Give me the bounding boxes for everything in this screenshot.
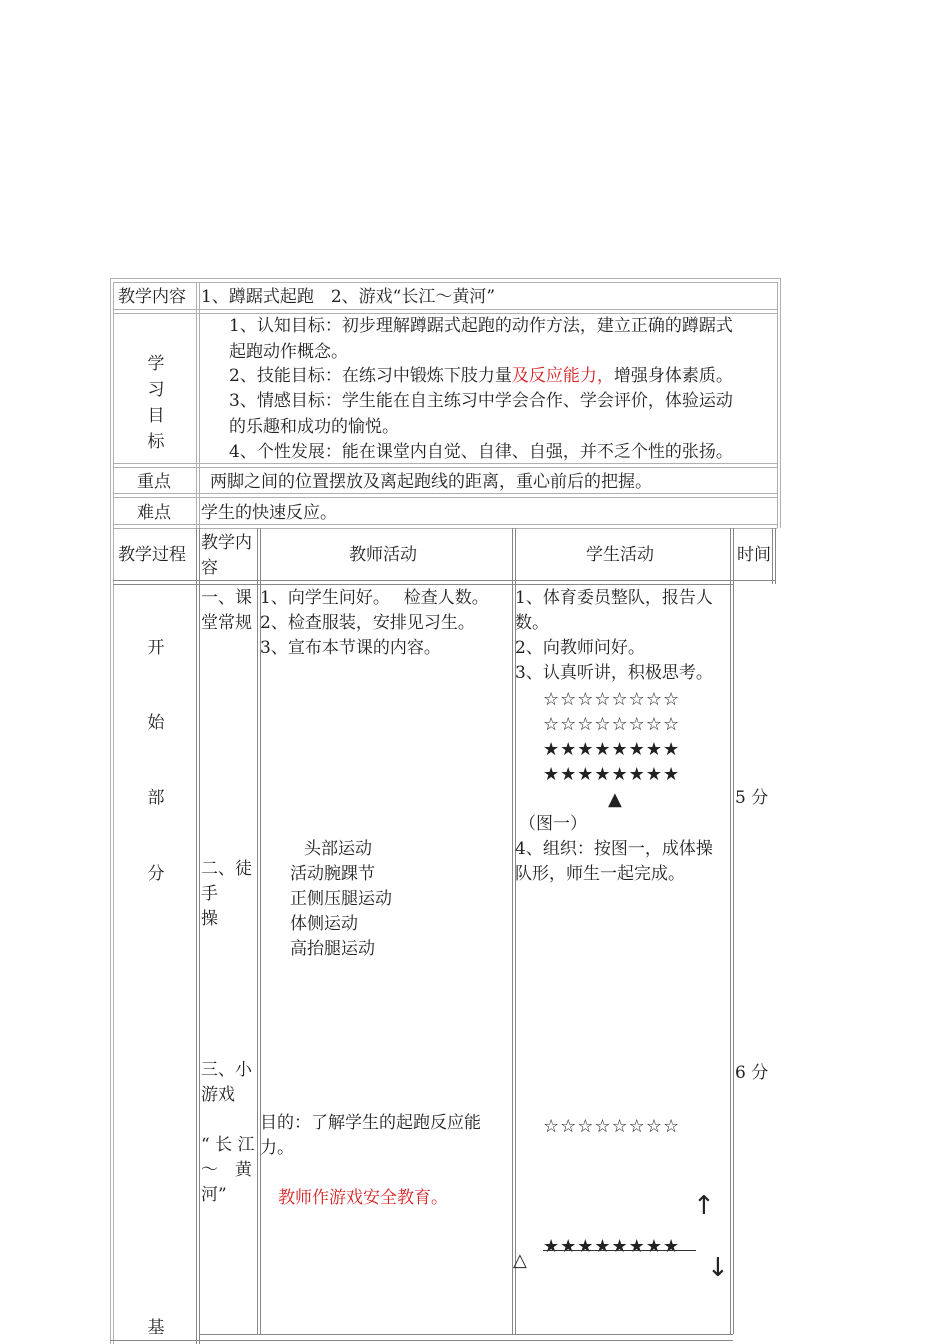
arrow-down-icon: ↓: [707, 1253, 730, 1283]
routine-student-item: 2、向教师问好。: [515, 638, 645, 658]
difficulty-value: 学生的快速反应。: [201, 503, 337, 523]
game-label: 游戏: [201, 1085, 235, 1105]
objective-highlight: 及反应能力，: [511, 366, 614, 386]
game-purpose: 力。: [260, 1138, 294, 1158]
objectives-label-char: 标: [147, 432, 165, 452]
header-content: 容: [201, 558, 218, 578]
exercise-label: 操: [201, 909, 218, 929]
game-label: ～ 黄: [201, 1160, 252, 1180]
objective-item: 1、认知目标：初步理解蹲踞式起跑的动作方法，建立正确的蹲踞式: [229, 316, 733, 336]
game-label: 河”: [201, 1185, 227, 1205]
content-label: 教学内容: [118, 287, 186, 307]
header-process: 教学过程: [118, 545, 186, 565]
routine-label: 一、课: [201, 588, 252, 608]
objective-text: 增强身体素质。: [613, 366, 733, 386]
routine-student-item: 数。: [515, 613, 549, 633]
difficulty-label: 难点: [137, 503, 171, 523]
hollow-star-row: ☆☆☆☆☆☆☆☆: [543, 689, 681, 710]
objective-item: 起跑动作概念。: [229, 342, 348, 362]
header-content: 教学内: [201, 533, 252, 553]
header-student: 学生活动: [586, 545, 654, 565]
solid-star-line: [543, 1234, 696, 1259]
game-label: 三、小: [201, 1060, 252, 1080]
time-value: 5 分: [735, 788, 769, 808]
arrow-up-icon: ↑: [693, 1191, 716, 1221]
section-label-char: 开: [147, 638, 165, 658]
section-label-char: 分: [147, 864, 165, 884]
objectives-label-char: 习: [147, 380, 165, 400]
header-time: 时间: [737, 545, 771, 565]
content-value: 1、蹲踞式起跑 2、游戏“长江～黄河”: [201, 287, 496, 307]
solid-star-row: ★★★★★★★★: [543, 1236, 681, 1257]
routine-teacher-item: 3、宣布本节课的内容。: [260, 638, 441, 658]
key-point-label: 重点: [137, 472, 171, 492]
organization-text: 队形，师生一起完成。: [515, 864, 685, 884]
section-label-char: 始: [147, 713, 165, 733]
game-label: “ 长 江: [201, 1135, 255, 1155]
exercise-label: 手: [201, 884, 218, 904]
header-teacher: 教师活动: [349, 545, 417, 565]
teacher-triangle-icon: ▲: [608, 789, 623, 810]
objective-text: 2、技能目标：在练习中锻炼下肢力量: [229, 366, 512, 386]
routine-label: 堂常规: [201, 613, 252, 633]
game-safety-note: 教师作游戏安全教育。: [278, 1188, 448, 1208]
section-label-char: 基: [147, 1318, 165, 1338]
exercise-item: 活动腕踝节: [290, 864, 375, 884]
key-point-value: 两脚之间的位置摆放及离起跑线的距离，重心前后的把握。: [210, 472, 652, 492]
routine-student-item: 3、认真听讲，积极思考。: [515, 663, 713, 683]
exercise-item: 正侧压腿运动: [290, 889, 392, 909]
routine-teacher-item: 2、检查服装，安排见习生。: [260, 613, 475, 633]
exercise-label: 二、徒: [201, 859, 252, 879]
objective-item: 的乐趣和成功的愉悦。: [229, 417, 399, 437]
exercise-item: 体侧运动: [290, 914, 358, 934]
organization-text: 4、组织：按图一，成体操: [515, 839, 713, 859]
solid-star-row: ★★★★★★★★: [543, 739, 681, 760]
solid-star-row: ★★★★★★★★: [543, 764, 681, 785]
objective-item: 3、情感目标：学生能在自主练习中学会合作、学会评价，体验运动: [229, 391, 733, 411]
routine-student-item: 1、体育委员整队，报告人: [515, 588, 713, 608]
time-value: 6 分: [735, 1063, 769, 1083]
start-line: [543, 1250, 696, 1251]
teacher-triangle-icon: △: [513, 1250, 528, 1271]
figure-caption: （图一）: [519, 814, 587, 834]
objective-item: [229, 364, 733, 389]
objectives-label-char: 目: [147, 406, 165, 426]
hollow-star-row: ☆☆☆☆☆☆☆☆: [543, 1116, 681, 1137]
objective-item: 4、个性发展：能在课堂内自觉、自律、自强，并不乏个性的张扬。: [229, 442, 733, 462]
game-purpose: 目的：了解学生的起跑反应能: [260, 1113, 481, 1133]
exercise-item: 头部运动: [304, 839, 372, 859]
hollow-star-row: ☆☆☆☆☆☆☆☆: [543, 714, 681, 735]
objectives-label-char: 学: [147, 354, 165, 374]
section-label-char: 部: [147, 788, 165, 808]
routine-teacher-item: 1、向学生问好。 检查人数。: [260, 588, 489, 608]
exercise-item: 高抬腿运动: [290, 939, 375, 959]
